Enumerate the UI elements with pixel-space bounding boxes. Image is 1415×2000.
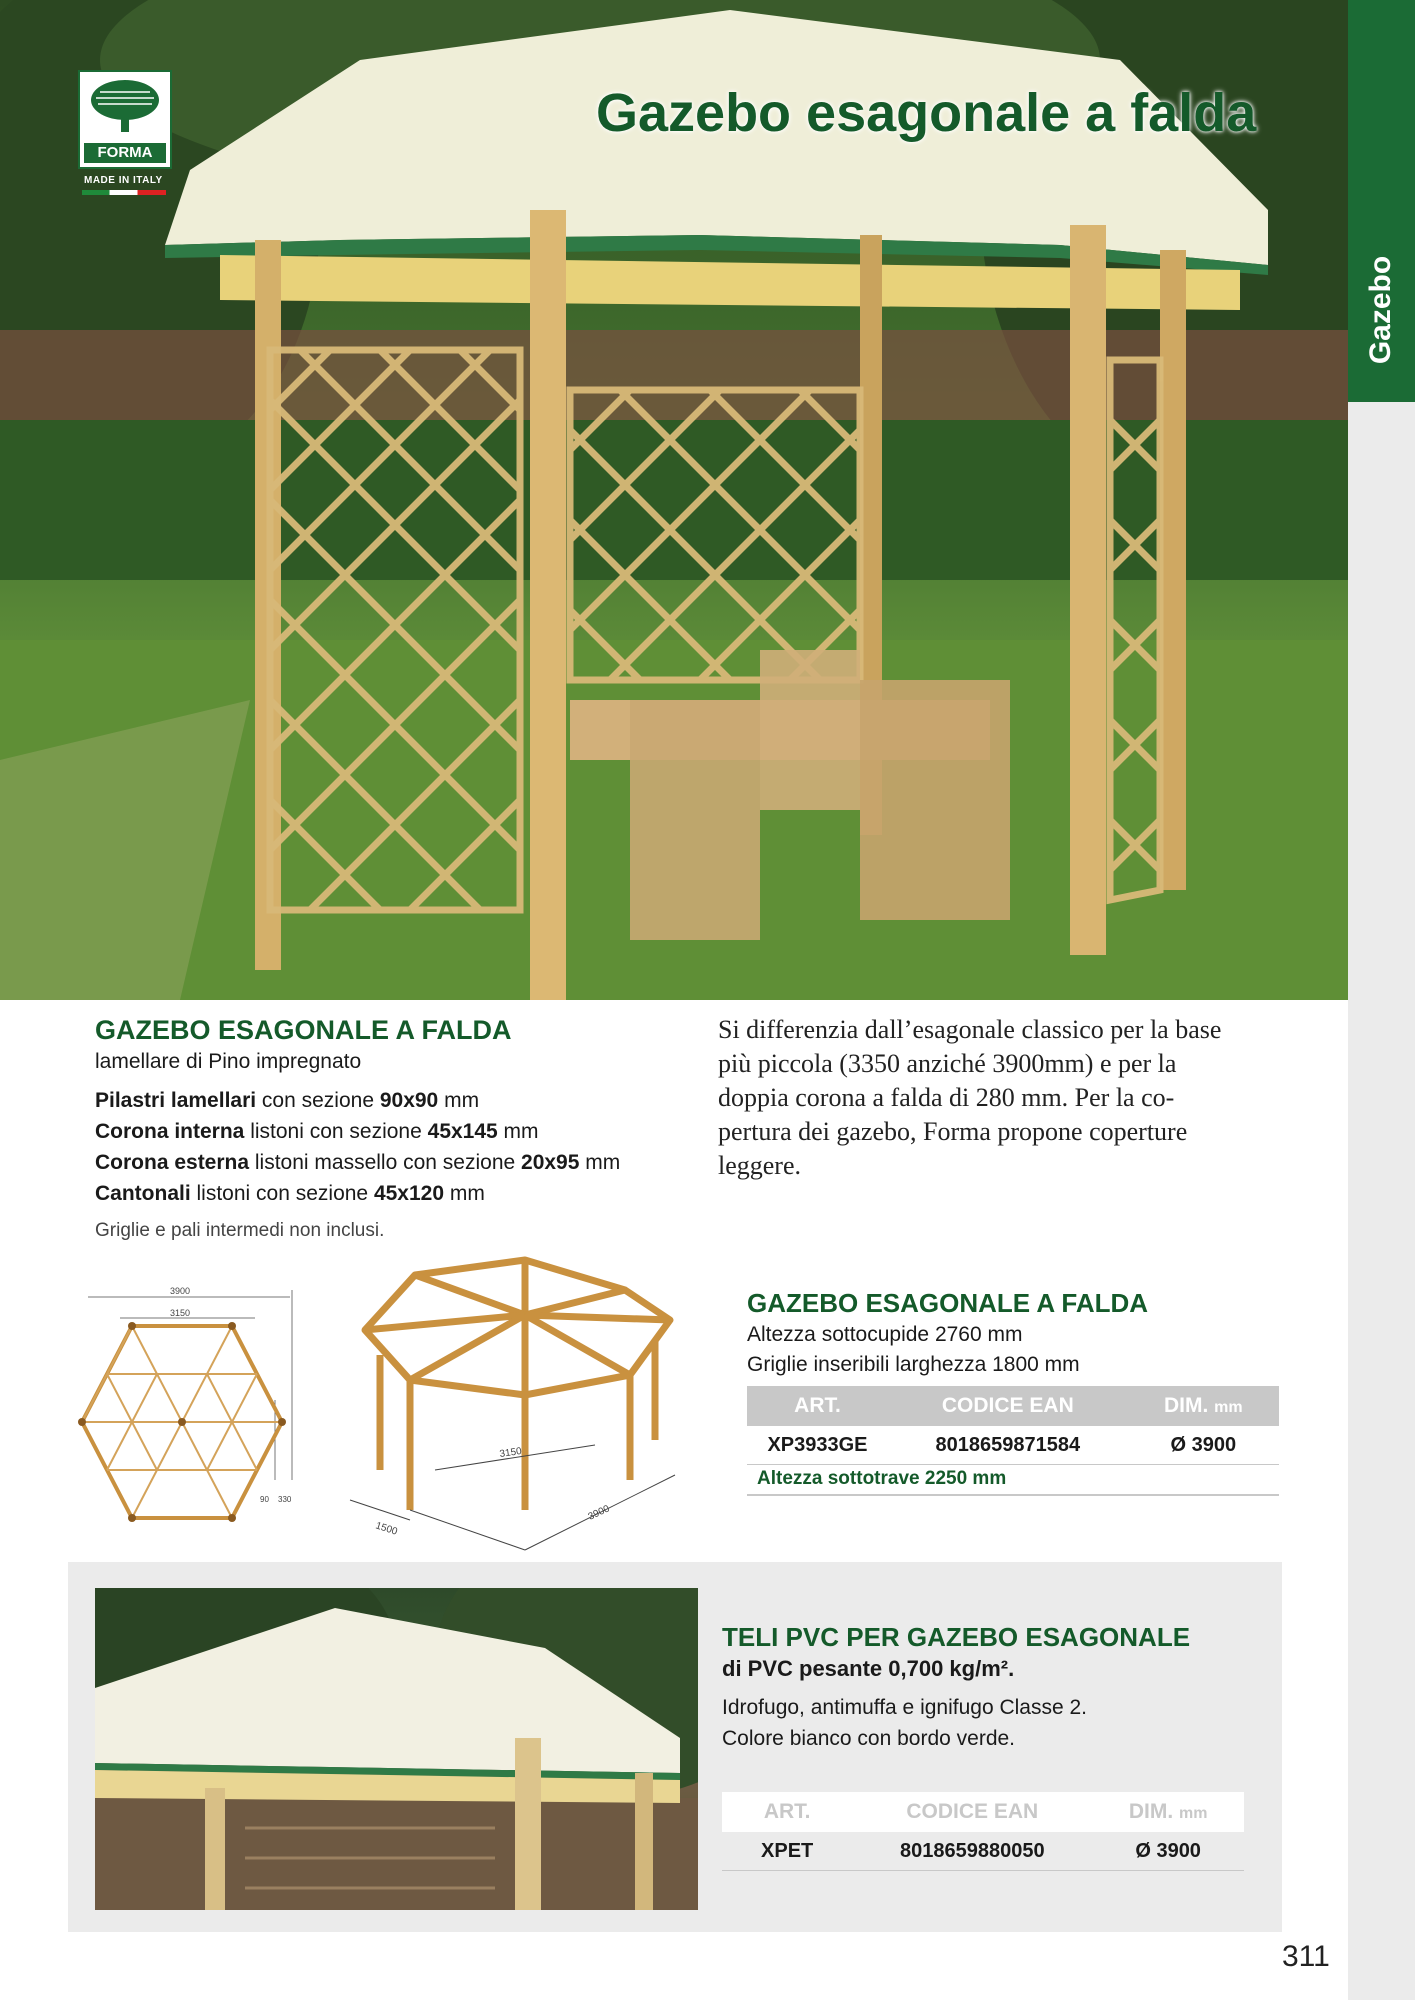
cell-ean: 8018659880050 <box>852 1832 1092 1871</box>
canopy-photo <box>95 1588 698 1910</box>
table2-subtitle: di PVC pesante 0,700 kg/m². <box>722 1656 1015 1681</box>
table-header-row <box>747 1386 1279 1426</box>
table1-title: GAZEBO ESAGONALE A FALDA <box>747 1288 1149 1318</box>
page-title: Gazebo esagonale a falda <box>596 83 1257 143</box>
product-note: Griglie e pali intermedi non inclusi. <box>95 1220 385 1241</box>
spec-row: Corona esterna listoni massello con sezione 20x95 mm <box>95 1151 621 1174</box>
product-subtitle: lamellare di Pino impregnato <box>95 1050 362 1073</box>
dim-label: 1500 <box>374 1520 399 1538</box>
logo-text: FORMA <box>84 143 166 163</box>
canopy-photo-illustration <box>95 1588 698 1910</box>
cell-ean: 8018659871584 <box>888 1426 1128 1465</box>
cell-dim: Ø 3900 <box>1092 1832 1244 1871</box>
product-table <box>747 1386 1279 1465</box>
col-header-art: ART. <box>722 1792 852 1832</box>
table2-line: Colore bianco con bordo verde. <box>722 1727 1016 1750</box>
col-header-art: ART. <box>747 1386 888 1426</box>
description-line: pertura dei gazebo, Forma propone coperture <box>718 1117 1188 1146</box>
table1-line: Griglie inseribili larghezza 1800 mm <box>747 1353 1080 1376</box>
spec-row: Cantonali listoni con sezione 45x120 mm <box>95 1182 485 1205</box>
italian-flag-icon <box>82 190 166 195</box>
description-line: Si differenzia dall’esagonale classico per la base <box>718 1015 1222 1044</box>
hero-photo <box>0 0 1348 1000</box>
table2-line: Idrofugo, antimuffa e ignifugo Classe 2. <box>722 1696 1088 1719</box>
side-tab-label: Gazebo <box>1364 255 1397 365</box>
dim-label: 90 <box>260 1495 269 1504</box>
table-row <box>722 1832 1244 1871</box>
cell-art: XPET <box>722 1832 852 1871</box>
table1-line: Altezza sottocupide 2760 mm <box>747 1323 1023 1346</box>
gazebo-frame-diagram <box>335 1245 695 1565</box>
spec-row: Pilastri lamellari con sezione 90x90 mm <box>95 1089 480 1112</box>
col-header-dim: DIM. mm <box>1092 1792 1244 1832</box>
table-header-row <box>722 1792 1244 1832</box>
dim-label: 3150 <box>498 1445 523 1460</box>
cell-dim: Ø 3900 <box>1128 1426 1279 1465</box>
divider <box>747 1494 1279 1496</box>
product-description <box>718 1013 1221 1183</box>
dim-label: 3900 <box>169 1286 191 1296</box>
tree-icon <box>88 78 162 134</box>
table2-title: TELI PVC PER GAZEBO ESAGONALE <box>722 1622 1191 1652</box>
description-line: doppia corona a falda di 280 mm. Per la co- <box>718 1083 1175 1112</box>
table-row <box>747 1426 1279 1465</box>
col-header-ean: CODICE EAN <box>852 1792 1092 1832</box>
col-header-dim: DIM. mm <box>1128 1386 1279 1426</box>
spec-row: Corona interna listoni con sezione 45x145 mm <box>95 1120 539 1143</box>
section-side-tab[interactable] <box>1348 0 1415 2000</box>
col-header-ean: CODICE EAN <box>888 1386 1128 1426</box>
made-in-italy-label: MADE IN ITALY <box>84 175 163 186</box>
table1-footer: Altezza sottotrave 2250 mm <box>757 1468 1007 1489</box>
description-line: più piccola (3350 anziché 3900mm) e per la <box>718 1049 1177 1078</box>
gazebo-photo-illustration <box>0 0 1348 1000</box>
hexagon-plan-diagram <box>60 1280 310 1530</box>
dim-label: 3150 <box>169 1308 191 1318</box>
product-name: GAZEBO ESAGONALE A FALDA <box>95 1015 512 1045</box>
cell-art: XP3933GE <box>747 1426 888 1465</box>
spec-list <box>95 1085 620 1209</box>
accessory-table <box>722 1792 1244 1871</box>
description-line: leggere. <box>718 1151 802 1180</box>
dim-label: 330 <box>278 1495 292 1504</box>
dim-label: 3900 <box>586 1503 612 1523</box>
page-number: 311 <box>1282 1940 1330 1973</box>
forma-logo <box>78 70 172 169</box>
